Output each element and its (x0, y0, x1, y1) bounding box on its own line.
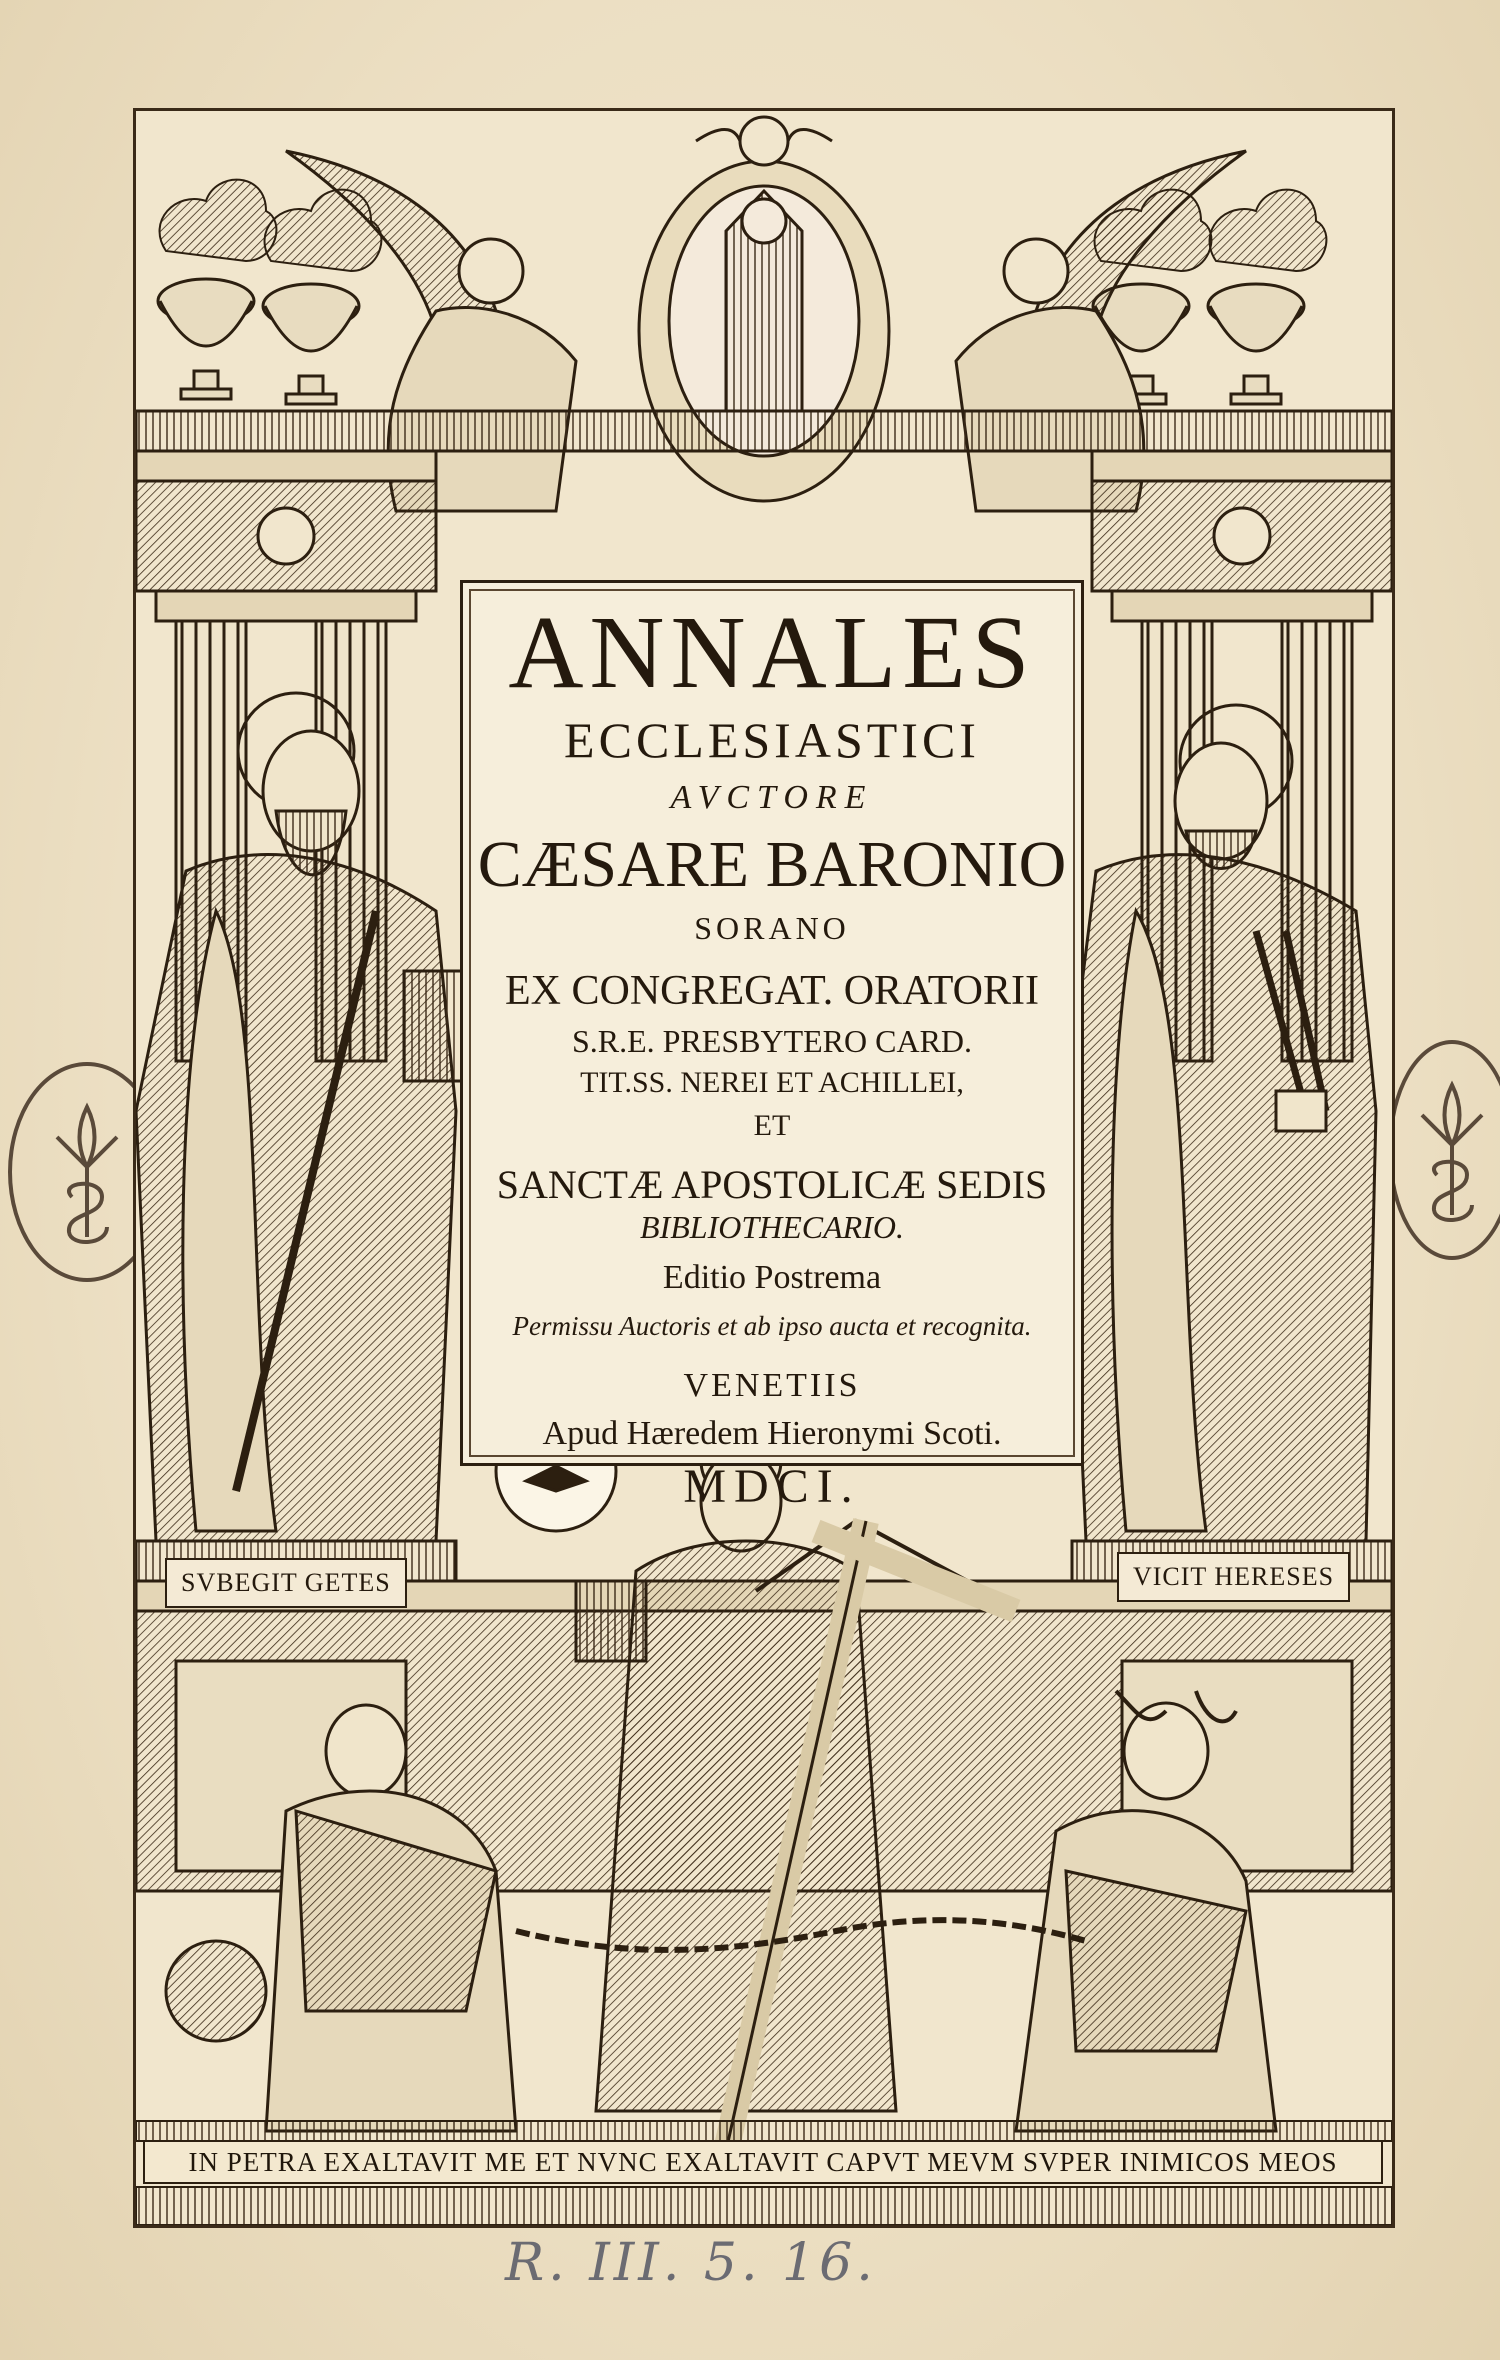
cartouche-right: VICIT HERESES (1117, 1552, 1350, 1602)
permission-line: Permissu Auctoris et ab ipso aucta et recognita. (512, 1311, 1032, 1341)
motto-band: IN PETRA EXALTAVIT ME ET NVNC EXALTAVIT CAPVT MEVM SVPER INIMICOS MEOS (143, 2140, 1383, 2184)
cardinal-line: S.R.E. PRESBYTERO CARD. (571, 1023, 973, 1059)
edition-line: Editio Postrema (662, 1259, 882, 1296)
title-annales: ANNALES (508, 595, 1036, 710)
library-stamp-right (1388, 1040, 1500, 1260)
printer-line: Apud Hæredem Hieronymi Scoti. (542, 1415, 1002, 1452)
fleur-stamp-icon (1402, 1065, 1500, 1235)
librarian-line: BIBLIOTHECARIO. (640, 1209, 904, 1245)
title-ecclesiastici: ECCLESIASTICI (564, 712, 980, 768)
shelfmark: R. III. 5. 16. (505, 2233, 877, 2293)
et-line: ET (753, 1109, 791, 1142)
author-name: CÆSARE BARONIO (477, 828, 1067, 901)
place-line: VENETIIS (683, 1367, 861, 1404)
auctore-line: AVCTORE (670, 779, 874, 816)
apostolic-see-line: SANCTÆ APOSTOLICÆ SEDIS (496, 1162, 1048, 1207)
fleur-stamp-icon (27, 1087, 147, 1257)
title-panel (460, 580, 1084, 1513)
date-line: MDCI. (683, 1460, 861, 1513)
author-origin: SORANO (694, 910, 850, 946)
cartouche-left: SVBEGIT GETES (165, 1558, 407, 1608)
titular-church-line: TIT.SS. NEREI ET ACHILLEI, (580, 1066, 964, 1099)
congregation-line: EX CONGREGAT. ORATORII (505, 968, 1039, 1014)
